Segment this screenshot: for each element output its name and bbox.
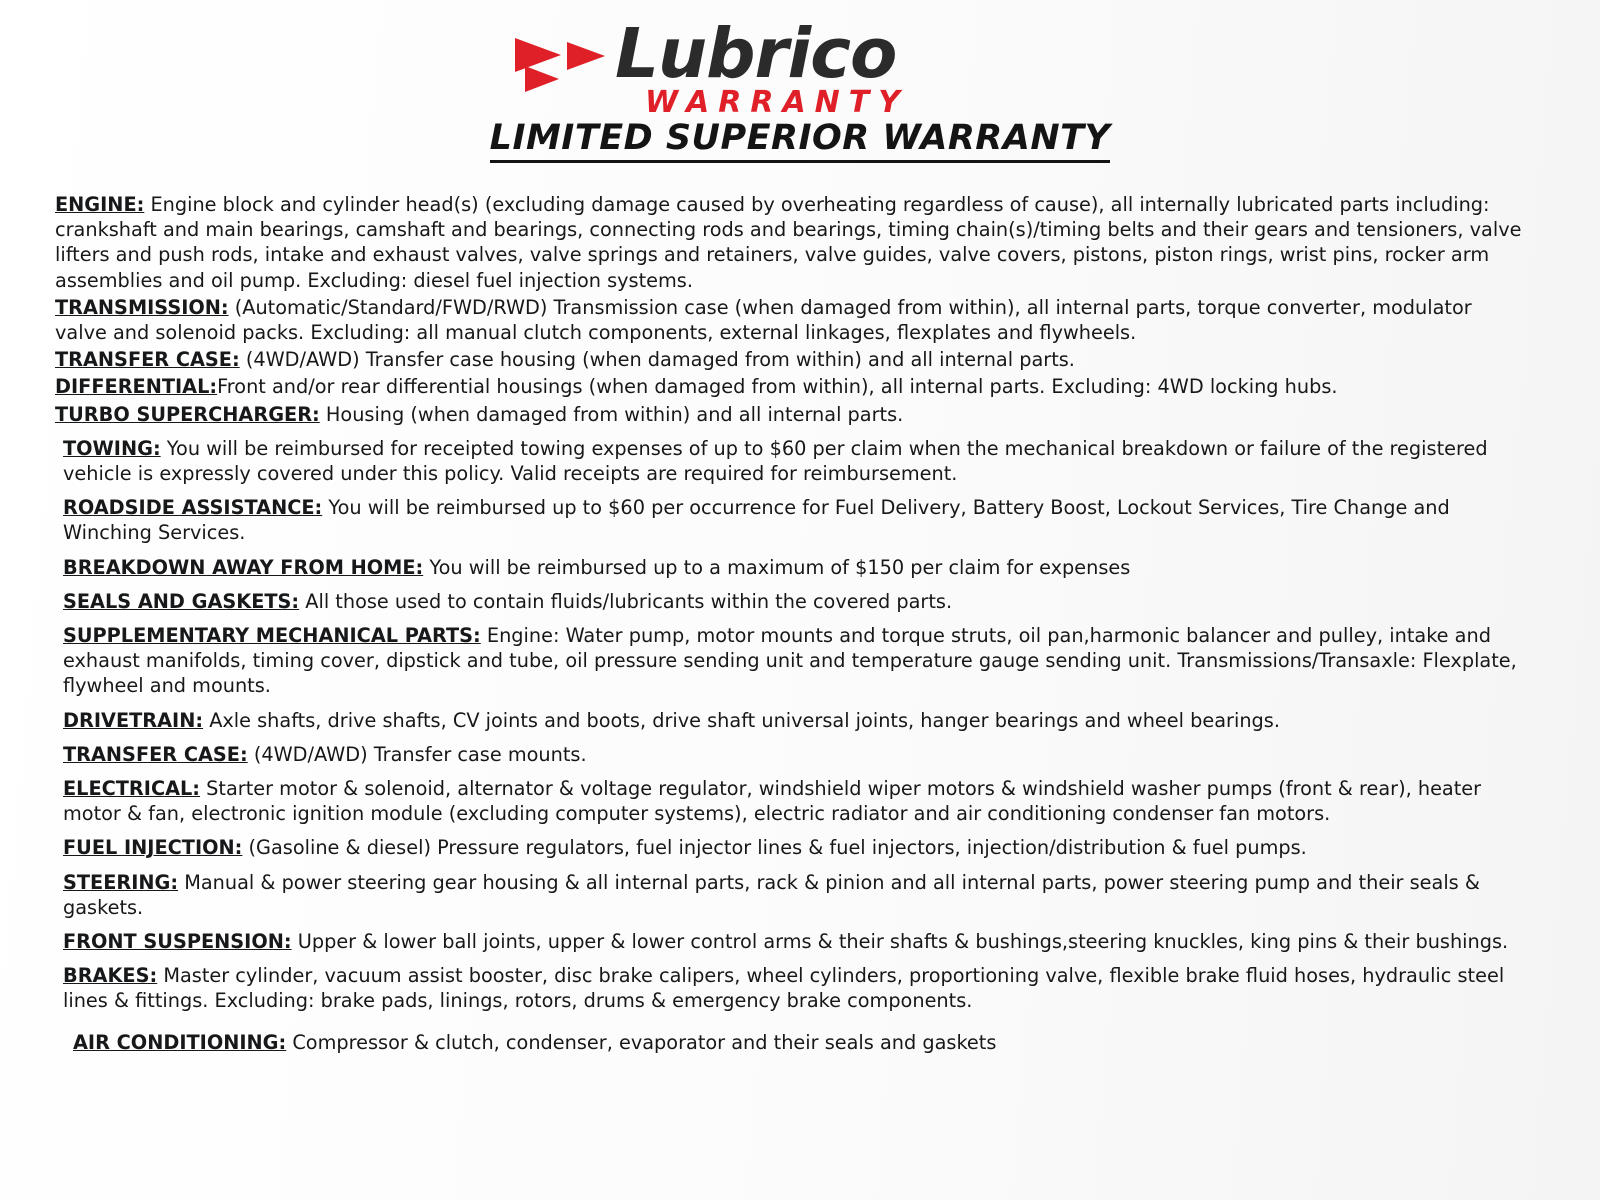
lubrico-logo xyxy=(515,14,1055,120)
clause-heading: BREAKDOWN AWAY FROM HOME: xyxy=(63,555,424,579)
clause-heading: AIR CONDITIONING: xyxy=(73,1030,287,1054)
clause-body: Front and/or rear differential housings (when damaged from within), all internal parts. Excluding: 4WD locking hubs. xyxy=(217,375,1338,399)
clause-engine xyxy=(55,192,1525,293)
clause-steering xyxy=(55,870,1525,920)
logo-subtitle: WARRANTY xyxy=(645,85,909,120)
clause-body: Axle shafts, drive shafts, CV joints and boots, drive shaft universal joints, hanger bearings and wheel bearings. xyxy=(203,708,1280,732)
clause-fuel-injection xyxy=(55,835,1525,860)
clause-body: You will be reimbursed for receipted towing expenses of up to $60 per claim when the mechanical breakdown or failure of the registered vehicle is expressly covered under this policy. Valid receipts are required for reimbursement. xyxy=(63,436,1488,486)
warranty-coverage-list xyxy=(55,192,1525,1057)
clause-seals-and-gaskets xyxy=(55,589,1525,614)
clause-body: Compressor & clutch, condenser, evaporator and their seals and gaskets xyxy=(286,1030,997,1054)
clause-differential xyxy=(55,374,1525,399)
logo-triangle-small-icon xyxy=(525,66,559,92)
logo-triangles-icon xyxy=(515,36,620,94)
clause-body: All those used to contain fluids/lubricants within the covered parts. xyxy=(299,589,953,613)
page-title-text: LIMITED SUPERIOR WARRANTY xyxy=(490,118,1111,163)
clause-heading: TRANSMISSION: xyxy=(55,295,229,319)
clause-roadside-assistance xyxy=(55,495,1525,545)
clause-supplementary-mechanical-parts xyxy=(55,623,1525,699)
clause-heading: SEALS AND GASKETS: xyxy=(63,589,300,613)
clause-body: (Automatic/Standard/FWD/RWD) Transmission case (when damaged from within), all internal parts, torque converter, modulator valve and solenoid packs. Excluding: all manual clutch components, external linkages, flexplates and flywheels. xyxy=(55,295,1472,345)
clause-heading: TRANSFER CASE: xyxy=(55,348,240,372)
clause-heading: STEERING: xyxy=(63,870,179,894)
clause-body: You will be reimbursed up to $60 per occurrence for Fuel Delivery, Battery Boost, Lockout Services, Tire Change and Winching Services. xyxy=(63,496,1450,545)
clause-body: Upper & lower ball joints, upper & lower control arms & their shafts & bushings,steering knuckles, king pins & their bushings. xyxy=(291,930,1509,954)
clause-transmission xyxy=(55,295,1525,345)
clause-body: (4WD/AWD) Transfer case mounts. xyxy=(247,742,587,766)
clause-body: Manual & power steering gear housing & all internal parts, rack & pinion and all internal parts, power steering pump and their seals & gaskets. xyxy=(63,870,1480,919)
clause-body: (4WD/AWD) Transfer case housing (when damaged from within) and all internal parts. xyxy=(239,348,1075,372)
clause-body: Master cylinder, vacuum assist booster, disc brake calipers, wheel cylinders, proportioning valve, flexible brake fluid hoses, hydraulic steel lines & fittings. Excluding: brake pads, linings, rotors, drums & emergency brake components. xyxy=(63,964,1505,1013)
clause-body: Starter motor & solenoid, alternator & voltage regulator, windshield wiper motors & windshield washer pumps (front & rear), heater motor & fan, electronic ignition module (excluding computer systems), electric radiator and air conditioning condenser fan motors. xyxy=(63,777,1482,826)
logo-triangle-medium-icon xyxy=(567,42,605,70)
clause-heading: SUPPLEMENTARY MECHANICAL PARTS: xyxy=(63,624,481,648)
clause-heading: DIFFERENTIAL: xyxy=(55,375,218,399)
clause-heading: TURBO SUPERCHARGER: xyxy=(55,402,320,426)
clause-breakdown-away-from-home xyxy=(55,555,1525,580)
clause-heading: ENGINE: xyxy=(55,193,145,216)
clause-drivetrain xyxy=(55,708,1525,733)
clause-transfer-case-mounts xyxy=(55,742,1525,767)
clause-heading: ELECTRICAL: xyxy=(63,777,201,801)
page-title xyxy=(0,118,1600,158)
clause-body: (Gasoline & diesel) Pressure regulators, fuel injector lines & fuel injectors, injection/distribution & fuel pumps. xyxy=(242,836,1307,860)
clause-body: Engine block and cylinder head(s) (excluding damage caused by overheating regardless of cause), all internally lubricated parts including: crankshaft and main bearings, camshaft and bearings, connecting rods and bearings, timing chain(s)/timing belts and their gears and tensioners, valve lifters and push rods, intake and exhaust valves, valve springs and retainers, valve guides, valve covers, pistons, piston rings, wrist pins, rocker arm assemblies and oil pump. Excluding: diesel fuel injection systems. xyxy=(55,193,1522,292)
clause-front-suspension xyxy=(55,929,1525,954)
clause-body: You will be reimbursed up to a maximum of $150 per claim for expenses xyxy=(423,555,1131,579)
clause-heading: TOWING: xyxy=(63,436,161,460)
clause-heading: ROADSIDE ASSISTANCE: xyxy=(63,496,323,520)
clause-brakes xyxy=(55,963,1525,1013)
clause-towing xyxy=(55,436,1525,486)
clause-air-conditioning xyxy=(55,1030,1525,1055)
clause-heading: BRAKES: xyxy=(63,964,158,988)
logo-wordmark: Lubrico xyxy=(615,14,897,94)
clause-body: Engine: Water pump, motor mounts and torque struts, oil pan,harmonic balancer and pulley, intake and exhaust manifolds, timing cover, dipstick and tube, oil pressure sending unit and temperature gauge sending unit. Transmissions/Transaxle: Flexplate, flywheel and mounts. xyxy=(63,624,1517,698)
clause-electrical xyxy=(55,776,1525,826)
clause-heading: TRANSFER CASE: xyxy=(63,742,248,766)
clause-heading: FRONT SUSPENSION: xyxy=(63,930,292,954)
clause-body: Housing (when damaged from within) and all internal parts. xyxy=(319,402,904,426)
clause-transfer-case xyxy=(55,347,1525,372)
clause-turbo-supercharger xyxy=(55,402,1525,427)
clause-heading: DRIVETRAIN: xyxy=(63,708,204,732)
clause-heading: FUEL INJECTION: xyxy=(63,836,243,860)
